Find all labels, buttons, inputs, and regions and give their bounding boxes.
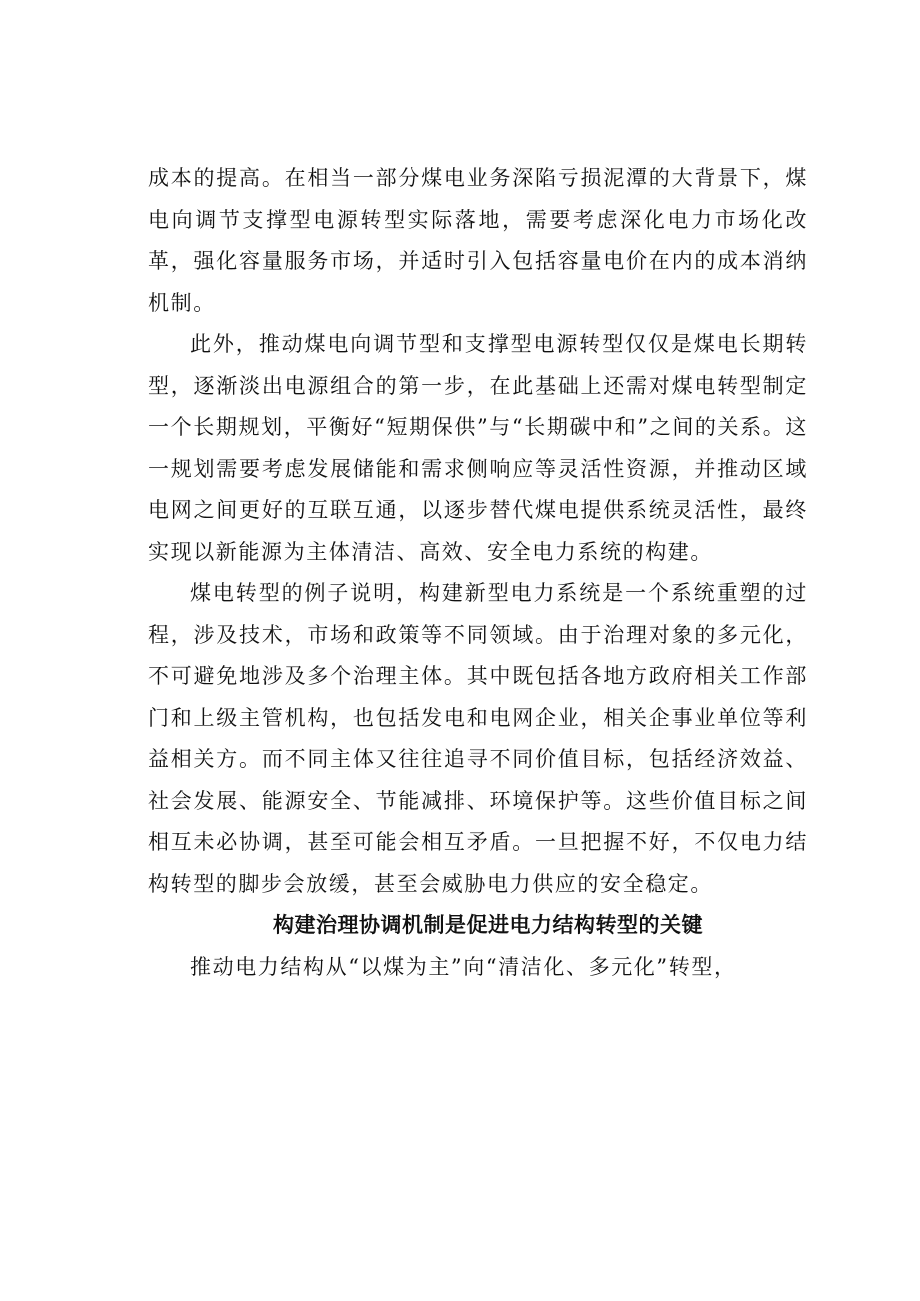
paragraph-3: 煤电转型的例子说明，构建新型电力系统是一个系统重塑的过程，涉及技术，市场和政策等不同领域。由于治理对象的多元化，不可避免地涉及多个治理主体。其中既包括各地方政府相关工作部门和上级主管机构，也包括发电和电网企业，相关企事业单位等利益相关方。而不同主体又往往追寻不同价值目标，包括经济效益、社会发展、能源安全、节能减排、环境保护等。这些价值目标之间相互未必协调，甚至可能会相互矛盾。一旦把握不好，不仅电力结构转型的脚步会放缓，甚至会威胁电力供应的安全稳定。 xyxy=(148,581,808,896)
paragraph-4: 推动电力结构从“以煤为主”向“清洁化、多元化”转型， xyxy=(190,954,737,979)
article-body xyxy=(148,158,808,988)
paragraph-2: 此外，推动煤电向调节型和支撑型电源转型仅仅是煤电长期转型，逐渐淡出电源组合的第一步，在此基础上还需对煤电转型制定一个长期规划，平衡好“短期保供”与“长期碳中和”之间的关系。这一规划需要考虑发展储能和需求侧响应等灵活性资源，并推动区域电网之间更好的互联互通，以逐步替代煤电提供系统灵活性，最终实现以新能源为主体清洁、高效、安全电力系统的构建。 xyxy=(148,332,808,564)
paragraph-1: 成本的提高。在相当一部分煤电业务深陷亏损泥潭的大背景下，煤电向调节支撑型电源转型实际落地，需要考虑深化电力市场化改革，强化容量服务市场，并适时引入包括容量电价在内的成本消纳机制。 xyxy=(148,166,808,315)
section-heading: 构建治理协调机制是促进电力结构转型的关键 xyxy=(273,913,703,937)
